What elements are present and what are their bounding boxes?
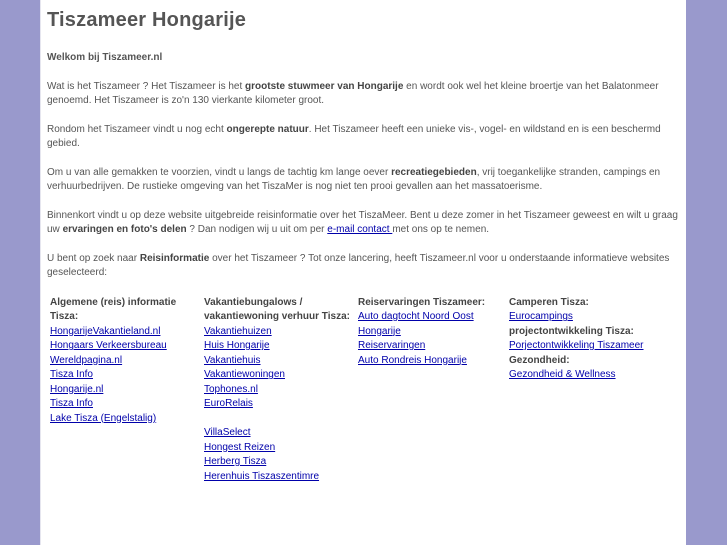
links-table bbox=[50, 296, 669, 485]
link-hongaars-verkeersbureau[interactable]: Hongaars Verkeersbureau bbox=[50, 340, 167, 351]
link-gezondheid-wellness[interactable]: Gezondheid & Wellness bbox=[509, 369, 616, 380]
column-general-info bbox=[50, 296, 204, 485]
bold-text: Reisinformatie bbox=[139, 252, 210, 264]
nature-paragraph bbox=[47, 123, 680, 152]
link-lake-tisza[interactable]: Lake Tisza (Engelstalig) bbox=[50, 412, 157, 424]
intro-paragraph bbox=[47, 80, 680, 109]
link-herberg-tisza[interactable]: Herberg Tisza bbox=[204, 456, 267, 467]
link-projectontwikkeling[interactable]: Porjectontwikkeling Tiszameer bbox=[509, 340, 644, 351]
contact-paragraph bbox=[47, 209, 680, 238]
travelinfo-paragraph bbox=[47, 252, 680, 281]
email-contact-link[interactable]: e-mail contact bbox=[327, 224, 393, 235]
bold-text: ongerepte natuur bbox=[226, 123, 309, 135]
link-eurocampings[interactable]: Eurocampings bbox=[509, 311, 573, 322]
text: U bent op zoek naar bbox=[47, 252, 140, 264]
link-hongarijevakantieland[interactable]: HongarijeVakantieland.nl bbox=[50, 325, 161, 337]
text: over het Tiszameer ? Tot onze lancering, heeft Tiszameer.nl voor u onderstaande informatieve websites geselecteerd: bbox=[47, 252, 670, 278]
recreation-paragraph bbox=[47, 166, 680, 195]
link-vakantiehuis[interactable]: Vakantiehuis bbox=[204, 354, 261, 366]
text: . Het Tiszameer heeft een unieke vis-, vogel- en wildstand en is een beschermd gebied. bbox=[47, 123, 661, 149]
link-vakantiewoningen[interactable]: Vakantiewoningen bbox=[204, 369, 285, 380]
column-heading: Algemene (reis) informatie Tisza: bbox=[50, 296, 177, 322]
spacer bbox=[204, 412, 358, 427]
column-travel-experiences bbox=[358, 296, 509, 485]
link-tisza-info[interactable]: Tisza Info bbox=[50, 369, 93, 380]
link-hongest-reizen[interactable]: Hongest Reizen bbox=[204, 441, 276, 453]
bold-text: grootste stuwmeer van Hongarije bbox=[245, 80, 404, 92]
text: Rondom het Tiszameer vindt u nog echt bbox=[47, 123, 227, 135]
text: Binnenkort vindt u op deze website uitgebreide reisinformatie over het TiszaMeer. Bent u deze zomer in het Tiszameer geweest en wilt u graag uw bbox=[47, 209, 678, 235]
text: en wordt ook wel het kleine broertje van het Balatonmeer genoemd. Het Tiszameer is zo'n 130 vierkante kilometer groot. bbox=[47, 80, 659, 106]
link-reiservaringen[interactable]: Reiservaringen bbox=[358, 340, 426, 351]
link-vakantiehuizen[interactable]: Vakantiehuizen bbox=[204, 325, 272, 337]
page-content bbox=[40, 0, 686, 545]
text: , vrij toegankelijke stranden, campings en verhuurbedrijven. De rustieke omgeving van het TiszaMer is nog niet ten prooi gevallen aan het massatoerisme. bbox=[47, 166, 661, 192]
column-camping-projects-health bbox=[509, 296, 669, 485]
text: ? Dan nodigen wij u uit om per bbox=[186, 224, 328, 235]
column-heading-projects: projectontwikkeling Tisza: bbox=[509, 325, 634, 337]
column-heading-health: Gezondheid: bbox=[509, 354, 570, 366]
welcome-text: Welkom bij Tiszameer.nl bbox=[47, 52, 163, 63]
page-title: Tiszameer Hongarije bbox=[47, 9, 247, 31]
link-eurorelais[interactable]: EuroRelais bbox=[204, 398, 253, 409]
column-holiday-rentals bbox=[204, 296, 358, 485]
link-villaselect[interactable]: VillaSelect bbox=[204, 427, 251, 438]
column-heading: Reiservaringen Tiszameer: bbox=[358, 296, 486, 308]
link-tisza-info-2[interactable]: Tisza Info bbox=[50, 398, 93, 409]
column-heading: Vakantiebungalows / vakantiewoning verhuur Tisza: bbox=[204, 296, 350, 322]
column-heading-camping: Camperen Tisza: bbox=[509, 296, 589, 308]
bold-text: ervaringen en foto's delen bbox=[62, 224, 187, 235]
link-hongarije-nl[interactable]: Hongarije.nl bbox=[50, 383, 104, 395]
link-auto-rondreis[interactable]: Auto Rondreis Hongarije bbox=[358, 354, 467, 366]
link-herenhuis-tiszaszentimre[interactable]: Herenhuis Tiszaszentimre bbox=[204, 470, 320, 482]
text: Wat is het Tiszameer ? Het Tiszameer is het bbox=[47, 80, 246, 92]
link-tophones[interactable]: Tophones.nl bbox=[204, 383, 258, 395]
link-wereldpagina[interactable]: Wereldpagina.nl bbox=[50, 354, 123, 366]
link-auto-dagtocht[interactable]: Auto dagtocht Noord Oost Hongarije bbox=[358, 311, 474, 337]
text: Om u van alle gemakken te voorzien, vindt u langs de tachtig km lange oever bbox=[47, 166, 392, 178]
text: met ons op te nemen. bbox=[392, 224, 490, 235]
bold-text: recreatiegebieden bbox=[391, 166, 477, 178]
link-huis-hongarije[interactable]: Huis Hongarije bbox=[204, 340, 270, 351]
